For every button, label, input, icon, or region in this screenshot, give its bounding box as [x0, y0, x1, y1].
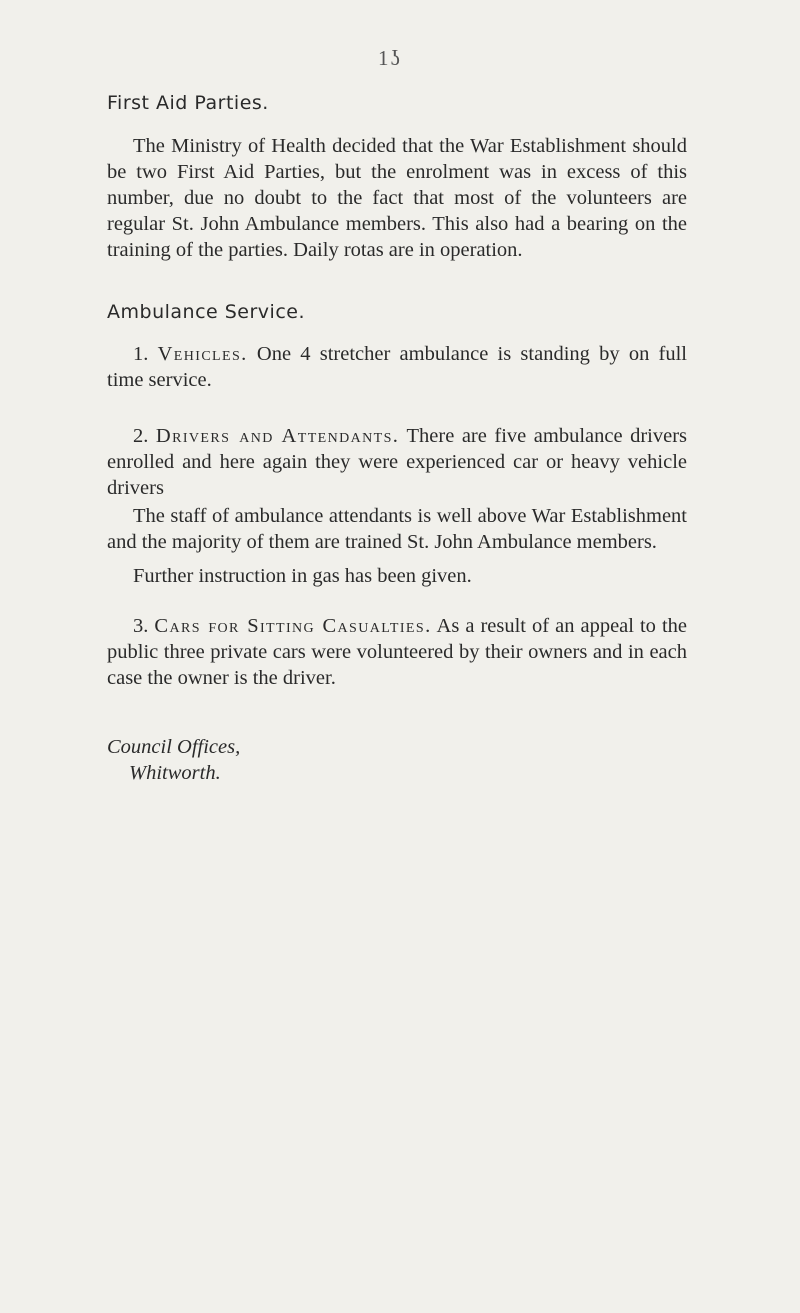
first-aid-heading: First Aid Parties.: [107, 92, 269, 114]
cars-title: Cars for Sitting Casualties.: [154, 615, 432, 637]
signoff: [107, 734, 240, 786]
cars-number: 3.: [133, 615, 149, 637]
vehicles-title: Vehicles.: [157, 343, 248, 365]
vehicles-number: 1.: [133, 343, 149, 365]
gas-instruction-paragraph: Further instruction in gas has been given.: [133, 565, 472, 587]
first-aid-paragraph: The Ministry of Health decided that the War Establishment should be two First Aid Parties, but the enrolment was in excess of this number, due no doubt to the fact that most of the volunteers are regular St. John Ambulance members. This also had a bearing on the training of the parties. Daily rotas are in operation.: [107, 135, 687, 261]
attendants-paragraph: The staff of ambulance attendants is well above War Establishment and the majority of them are trained St. John Ambulance members.: [107, 505, 687, 553]
cars-text: As a result of an appeal to the public three private cars were volunteered by their owners and in each case the owner is the driver.: [107, 615, 688, 689]
drivers-text: There are five ambulance drivers enrolled and here again they were experienced car or heavy vehicle drivers: [107, 425, 688, 499]
drivers-title: Drivers and Attendants.: [155, 425, 400, 447]
vehicles-text: One 4 stretcher ambulance is standing by on full time service.: [107, 343, 687, 391]
ambulance-service-heading: Ambulance Service.: [107, 301, 306, 323]
vehicles-paragraph: [107, 341, 687, 393]
drivers-number: 2.: [133, 425, 149, 447]
page-number: 1ʖ: [378, 46, 402, 70]
signoff-line1: Council Offices,: [107, 736, 241, 758]
drivers-paragraph: [107, 423, 687, 501]
cars-paragraph: [107, 613, 687, 691]
signoff-line2: Whitworth.: [129, 762, 221, 784]
